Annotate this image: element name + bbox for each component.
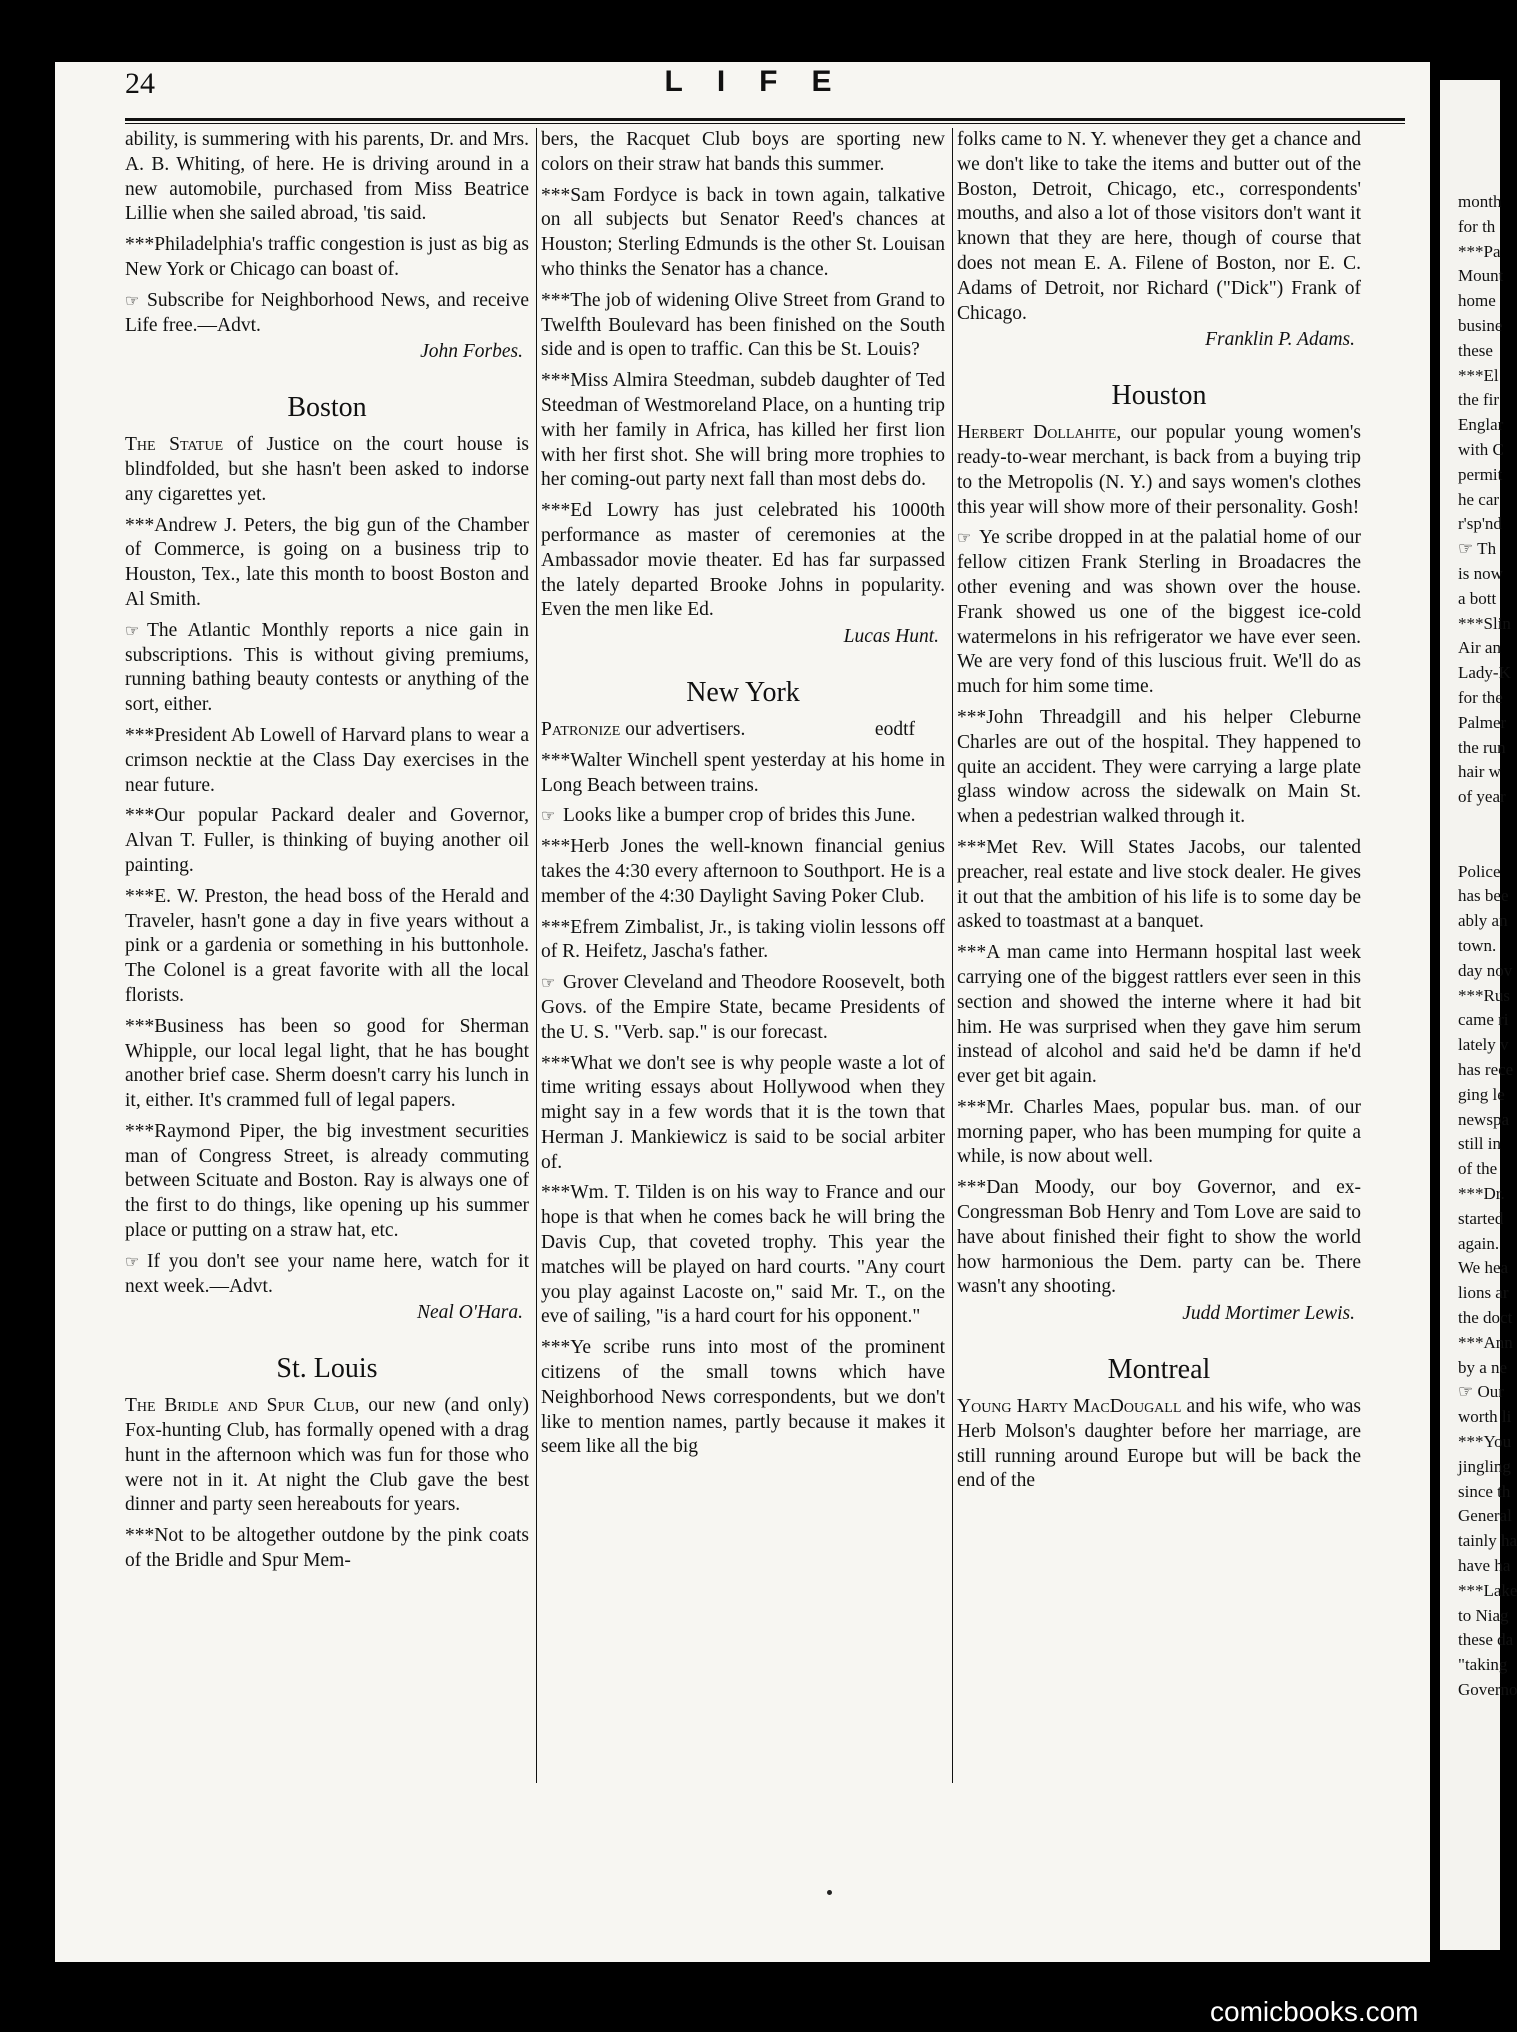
section-heading: Houston — [1111, 380, 1207, 412]
paragraph: ***A man came into Hermann hospital last week carrying one of the biggest rattlers ever seen in this section and showed the interne where it had bit him. He was surprised when they gave him serum instead of alcohol and said he'd be damn if he'd ever get bit again. — [957, 942, 1361, 1088]
paragraph: bers, the Racquet Club boys are sporting new colors on their straw hat bands this summer. — [541, 129, 945, 175]
byline: Judd Mortimer Lewis. — [1182, 1303, 1355, 1325]
page-fragment-line: the doct — [1458, 1308, 1513, 1327]
paragraph: ***Andrew J. Peters, the big gun of the Chamber of Commerce, is going on a business trip to Houston, Tex., late this month to boost Boston and Al Smith. — [125, 514, 529, 610]
page-fragment-line: Mount — [1458, 266, 1504, 286]
paragraph: Young Harty MacDougall and his wife, who was Herb Molson's daughter before her marriage, are still running around Europe but will be back the end of the — [957, 1396, 1362, 1492]
paragraph: ***What we don't see is why people waste a lot of time writing essays about Hollywood when they might say in a few words that it is the town that Herman J. Mankiewicz is said to be social arbiter of. — [541, 1052, 945, 1173]
page-fragment-line: Police — [1458, 861, 1501, 881]
paragraph: ☞ Grover Cleveland and Theodore Roosevelt, both Govs. of the Empire State, became Presidents of the U. S. "Verb. sap." is our forecast. — [541, 972, 945, 1043]
paragraph: ***Mr. Charles Maes, popular bus. man. of our morning paper, who has been mumping for quite a while, is now about well. — [957, 1096, 1361, 1168]
page-fragment-line: We hea — [1458, 1258, 1509, 1278]
paragraph: ***Ed Lowry has just celebrated his 1000th performance as master of ceremonies at the Ambassador movie theater. Ed has far surpassed the lately departed Brooke Johns in popularity. Even the men like Ed. — [541, 500, 945, 621]
paragraph: ***Efrem Zimbalist, Jr., is taking violin lessons off of R. Heifetz, Jascha's father. — [541, 916, 945, 963]
page-fragment-line: town. — [1458, 936, 1497, 955]
page-fragment-line: ***Slin — [1458, 613, 1511, 633]
page-fragment-line: has rece — [1458, 1060, 1514, 1079]
header-rule-thin — [125, 123, 1405, 124]
page-fragment-line: hair w — [1458, 762, 1501, 782]
page-fragment-line: month — [1458, 192, 1502, 211]
paragraph: ***Miss Almira Steedman, subdeb daughter of Ted Steedman of Westmoreland Place, on a hunting trip with her family in Africa, has killed her first lion with her first shot. She will bring more trophies to her coming-out party next fall than most debs do. — [541, 370, 945, 491]
byline: John Forbes. — [420, 341, 523, 363]
page-fragment-line: to Niag — [1458, 1605, 1509, 1625]
section-heading: Boston — [287, 392, 367, 424]
paragraph: ***Raymond Piper, the big investment securities man of Congress Street, is already commuting between Scituate and Boston. Ray is always one of the first to do things, like opening up his summer place or putting on a straw hat, etc. — [125, 1120, 529, 1242]
pointing-hand-icon: ☞ — [957, 530, 972, 548]
page-fragment-line: for th — [1458, 216, 1496, 236]
page-fragment-line: has bee — [1458, 886, 1509, 906]
page-fragment-line: ***You — [1458, 1432, 1512, 1451]
page-fragment-line: tainly ha — [1458, 1531, 1517, 1551]
masthead-title: LIFE — [664, 65, 866, 98]
column-1 — [125, 128, 529, 1788]
pointing-hand-icon: ☞ — [541, 808, 556, 826]
page-number: 24 — [125, 67, 155, 100]
paragraph: ☞ Subscribe for Neighborhood News, and receive Life free.—Advt. — [125, 289, 529, 336]
paragraph: ***Sam Fordyce is back in town again, talkative on all subjects but Senator Reed's chances at Houston; Sterling Edmunds is the other St. Louisan who thinks the Senator has a chance. — [541, 184, 945, 280]
paragraph: ***Not to be altogether outdone by the pink coats of the Bridle and Spur Mem- — [125, 1525, 529, 1572]
paragraph: ***Philadelphia's traffic congestion is just as big as New York or Chicago can boast of. — [125, 234, 529, 280]
page-fragment-line: "taking — [1458, 1655, 1508, 1675]
paragraph: ability, is summering with his parents, Dr. and Mrs. A. B. Whiting, of here. He is driving around in a new automobile, purchased from Miss Beatrice Lillie when she sailed abroad, 'tis said. — [125, 129, 529, 225]
page-fragment-line: still in — [1458, 1134, 1501, 1154]
page-fragment-line: lately v — [1458, 1035, 1509, 1055]
column-divider — [952, 128, 953, 1783]
page-fragment-line: the fir — [1458, 390, 1500, 410]
paragraph: ***Our popular Packard dealer and Governor, Alvan T. Fuller, is thinking of buying another oil painting. — [125, 805, 529, 876]
page-fragment-line: these — [1458, 340, 1493, 360]
byline: Lucas Hunt. — [843, 626, 939, 648]
paragraph: The Bridle and Spur Club, our new (and only) Fox-hunting Club, has formally opened with a drag hunt in the afternoon which was fun for those who were not in it. At night the Club gave the best dinner and party seen hereabouts for years. — [125, 1395, 529, 1516]
page-fragment-line: have ha — [1458, 1556, 1511, 1575]
page-fragment-line: Palmer — [1458, 712, 1507, 732]
paragraph: ***Wm. T. Tilden is on his way to France and our hope is that when he comes back he will bring the Davis Cup, that coveted trophy. This year the matches will be played on hard courts. "Any court you play against Lacoste on," said Mr. T., on the eve of sailing, "is a hard court for his opponent." — [541, 1182, 945, 1328]
page-fragment-line: worth li — [1458, 1407, 1512, 1427]
paragraph: ***Walter Winchell spent yesterday at his home in Long Beach between trains. — [541, 749, 945, 796]
page-fragment-line: he car — [1458, 489, 1500, 509]
page-fragment-line: with C — [1458, 440, 1504, 459]
header-rule — [125, 118, 1405, 121]
page-fragment-line: ***Ann — [1458, 1332, 1513, 1352]
adjacent-page-fragment — [1440, 80, 1517, 1950]
paragraph: ***John Threadgill and his helper Cleburne Charles are out of the hospital. They happened to quite an accident. They were carrying a large plate glass window across the sidewalk on Main St. when a pedestrian walked through it. — [957, 706, 1361, 828]
column-2 — [541, 128, 945, 1788]
page-fragment-line: newspa — [1458, 1109, 1509, 1129]
page-fragment-line: a bott — [1458, 588, 1497, 608]
page-fragment-line: ***Rus — [1458, 985, 1510, 1005]
page-fragment-line: jingling — [1458, 1456, 1511, 1476]
paragraph: ***Dan Moody, our boy Governor, and ex-Congressman Bob Henry and Tom Love are said to have about finished their fight to show the world how harmonious the Dem. party can be. There wasn't any shooting. — [957, 1177, 1361, 1298]
paragraph: ***President Ab Lowell of Harvard plans to wear a crimson necktie at the Class Day exercises in the near future. — [125, 724, 529, 796]
page-fragment-line: came ri — [1458, 1010, 1509, 1030]
paragraph: ***Business has been so good for Sherman Whipple, our local legal light, that he has bought another brief case. Sherm doesn't carry his lunch in it, either. It's crammed full of legal papers. — [125, 1015, 529, 1112]
page-fragment-line: ***El — [1458, 365, 1499, 385]
page-fragment-line: permit — [1458, 464, 1503, 484]
paragraph: ***Ye scribe runs into most of the prominent citizens of the small towns which have Neighborhood News correspondents, but we don't like to mention names, partly because it makes it seem like all the big — [541, 1337, 945, 1458]
paragraph: ***E. W. Preston, the head boss of the Herald and Traveler, hasn't gone a day in five years without a pink or a gardenia or something in his buttonhole. The Colonel is a great favorite with all the local florists. — [125, 885, 529, 1006]
page-fragment-line: by a ne — [1458, 1357, 1508, 1377]
page-fragment-line: home — [1458, 291, 1496, 311]
page-fragment-line: ☞ Th — [1458, 539, 1497, 559]
page-fragment-line: for the — [1458, 688, 1503, 707]
page-fragment-line: Governo — [1458, 1680, 1517, 1699]
column-3 — [957, 128, 1361, 1788]
page-fragment-line: ***Pa — [1458, 241, 1501, 261]
paragraph: ☞ The Atlantic Monthly reports a nice gain in subscriptions. This is without giving premiums, running bathing beauty contests or anything of the sort, either. — [125, 619, 529, 716]
pointing-hand-icon: ☞ — [541, 975, 556, 993]
page-fragment-line: day nov — [1458, 960, 1513, 980]
page-fragment-line: ☞ Our — [1458, 1382, 1504, 1402]
paragraph: ☞ If you don't see your name here, watch for it next week.—Advt. — [125, 1250, 529, 1297]
page-fragment-line: started — [1458, 1208, 1504, 1228]
paragraph: Patronize our advertisers. eodtf — [541, 718, 945, 743]
column-divider — [536, 128, 537, 1783]
page-fragment-line: of the — [1458, 1159, 1498, 1179]
page-fragment-line: General — [1458, 1506, 1512, 1526]
page-fragment-line: the run — [1458, 737, 1506, 757]
paragraph: ***The job of widening Olive Street from Grand to Twelfth Boulevard has been finished on the South side and is open to traffic. Can this be St. Louis? — [541, 289, 945, 361]
section-heading: New York — [686, 676, 800, 708]
page-fragment-line: Englar — [1458, 415, 1504, 435]
page-fragment-line: ably an — [1458, 911, 1508, 931]
page-mark — [827, 1890, 832, 1895]
paragraph: folks came to N. Y. whenever they get a chance and we don't like to take the items and butter out of the Boston, Detroit, Chicago, etc., correspondents' mouths, and also a lot of those visitors don't want it known that they are here, though of course that does not mean E. A. Filene of Boston, nor E. C. Adams of Detroit, nor Richard ("Dick") Frank of Chicago. — [957, 129, 1361, 324]
page-fragment-line: ging le — [1458, 1084, 1505, 1104]
paragraph: ☞ Ye scribe dropped in at the palatial home of our fellow citizen Frank Sterling in Broadacres the other evening and was shown over the house. Frank showed us one of the biggest ice-cold watermelons in his refrigerator we have ever seen. We are very fond of this luscious fruit. We'll do as much for him some time. — [957, 527, 1361, 698]
page-fragment-line: r'sp'nd — [1458, 514, 1502, 534]
page-header — [125, 65, 1405, 105]
page-fragment-line: ***Lake — [1458, 1580, 1517, 1600]
paragraph: ***Met Rev. Will States Jacobs, our talented preacher, real estate and live stock dealer. He gives it out that the ambition of his life is to some day be asked to toastmast at a banquet. — [957, 836, 1361, 933]
page-fragment-line: lions ar — [1458, 1283, 1509, 1303]
page-fragment-line: these da — [1458, 1630, 1514, 1650]
page-fragment-line: since th — [1458, 1481, 1511, 1501]
section-heading: St. Louis — [276, 1353, 378, 1385]
paragraph: ***Herb Jones the well-known financial genius takes the 4:30 every afternoon to Southport. He is a member of the 4:30 Daylight Saving Poker Club. — [541, 836, 945, 907]
pointing-hand-icon: ☞ — [125, 622, 140, 640]
byline: Franklin P. Adams. — [1205, 329, 1355, 351]
page-fragment-line: busine — [1458, 316, 1503, 335]
ad-code: eodtf — [874, 718, 915, 740]
byline: Neal O'Hara. — [416, 1302, 523, 1324]
page-fragment-line: ***Dr. — [1458, 1184, 1505, 1203]
page-fragment-line: again. — [1458, 1233, 1500, 1253]
page-fragment-line: of year — [1458, 787, 1506, 807]
page-fragment-line: Air an — [1458, 638, 1501, 658]
paragraph: The Statue of Justice on the court house is blindfolded, but she hasn't been asked to indorse any cigarettes yet. — [125, 434, 530, 505]
page-fragment-line: is now — [1458, 564, 1503, 583]
page-fragment-line: Lady-K — [1458, 663, 1511, 683]
section-heading: Montreal — [1107, 1354, 1211, 1386]
watermark-text: comicbooks.com — [1210, 1996, 1419, 2027]
paragraph: ☞ Looks like a bumper crop of brides this June. — [541, 805, 916, 827]
paragraph: Herbert Dollahite, our popular young women's ready-to-wear merchant, is back from a buying trip to the Metropolis (N. Y.) and says women's clothes this year will show more of their personality. Gosh! — [957, 422, 1361, 518]
pointing-hand-icon: ☞ — [125, 1253, 140, 1271]
pointing-hand-icon: ☞ — [125, 292, 140, 310]
